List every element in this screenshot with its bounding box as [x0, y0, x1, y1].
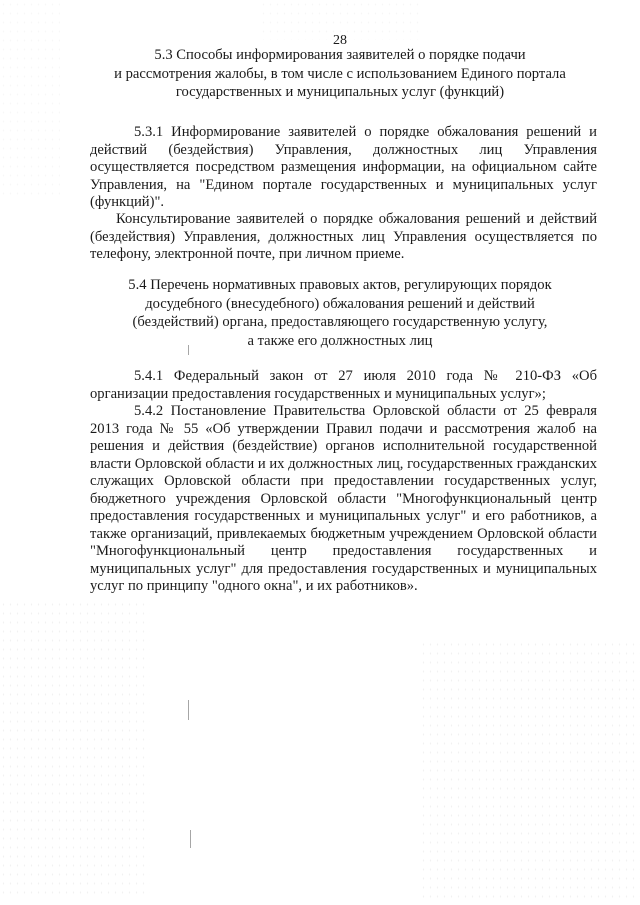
heading-line: 5.4 Перечень нормативных правовых актов, регулирующих порядок — [128, 277, 552, 293]
heading-line: (бездействий) органа, предоставляющего государственную услугу, — [132, 314, 548, 330]
paragraph-text: 5.4.1 Федеральный закон от 27 июля 2010 года № 210-ФЗ «Об организации предоставления государственных и муниципальных услуг»; — [90, 368, 597, 402]
paragraph-5-3-1 — [90, 124, 597, 212]
scan-noise — [420, 640, 640, 900]
scan-noise — [0, 0, 60, 200]
paragraph-text: Консультирование заявителей о порядке обжалования решений и действий (бездействия) Управления, должностных лиц Управления осуществляется по телефону, электронной почте, при личном приеме. — [90, 211, 597, 262]
paragraph-5-4-2 — [90, 403, 597, 596]
section-5-3-heading — [90, 46, 590, 102]
heading-line: и рассмотрения жалобы, в том числе с использованием Единого портала — [114, 65, 566, 82]
heading-line: 5.3 Способы информирования заявителей о порядке подачи — [154, 47, 526, 63]
page-number: 28 — [333, 33, 347, 48]
scan-noise — [0, 600, 150, 900]
heading-line: а также его должностных лиц — [247, 332, 433, 349]
scan-mark — [190, 830, 191, 848]
heading-line: досудебного (внесудебного) обжалования решений и действий — [145, 295, 535, 312]
paragraph-text: 5.3.1 Информирование заявителей о порядке обжалования решений и действий (бездействия) Управления, должностных лиц Управления осуществляется посредством размещения информации, на официальном сайте Управления, на "Едином портале государственных и муниципальных услуг (функций)". — [90, 124, 597, 210]
section-5-4-heading — [100, 276, 580, 350]
paragraph-5-4-1 — [90, 368, 597, 403]
paragraph-consulting — [90, 211, 597, 264]
scan-mark — [188, 700, 189, 720]
paragraph-text: 5.4.2 Постановление Правительства Орловской области от 25 февраля 2013 года № 55 «Об утверждении Правил подачи и рассмотрения жалоб на решения и действия (бездействие) органов исполнительной государственной власти Орловской области и их должностных лиц, государственных гражданских служащих Орловской области при предоставлении государственных услуг, бюджетного учреждения Орловской области "Многофункциональный центр предоставления государственных и муниципальных услуг" и его работников, а также организаций, привлекаемых бюджетным учреждением Орловской области "Многофункциональный центр предоставления государственных и муниципальных услуг" для предоставления государственных и муниципальных услуг по принципу "одного окна", и их работников». — [90, 403, 597, 594]
heading-line: государственных и муниципальных услуг (функций) — [175, 84, 505, 100]
